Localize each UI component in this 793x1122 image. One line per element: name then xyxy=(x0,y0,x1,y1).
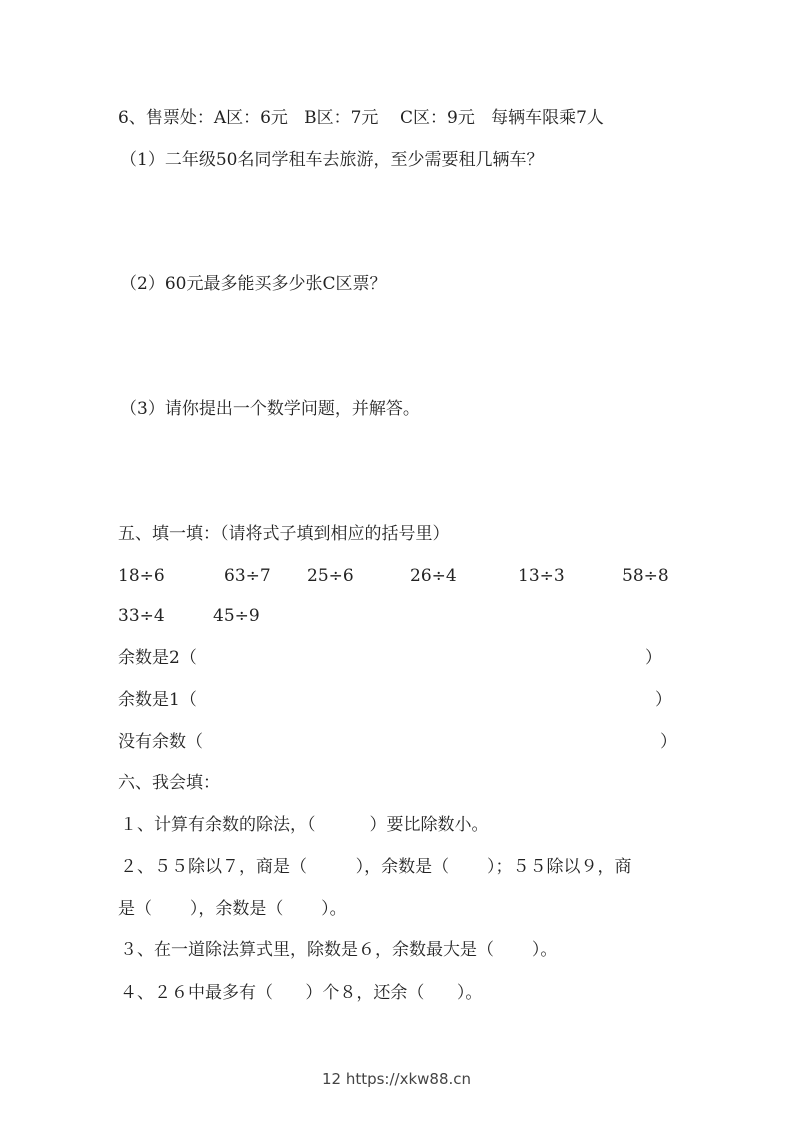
section6-item-2-cont: 是（ ），余数是（ ）。 xyxy=(118,899,347,919)
remainder-2-close: ） xyxy=(645,648,662,668)
expression: 45÷9 xyxy=(213,606,260,626)
section6-heading: 六、我会填： xyxy=(118,773,220,793)
expression: 25÷6 xyxy=(307,566,354,586)
section6-item-4: ４、２６中最多有（ ）个８，还余（ ）。 xyxy=(120,983,483,1003)
q6-title: 6、售票处：A区：6元 B区：7元 C区：9元 每辆车限乘7人 xyxy=(118,108,604,128)
expression: 58÷8 xyxy=(622,566,669,586)
expression: 13÷3 xyxy=(518,566,565,586)
expression: 26÷4 xyxy=(410,566,457,586)
remainder-2-label: 余数是2（ xyxy=(118,648,197,668)
q6-sub3: （3）请你提出一个数学问题，并解答。 xyxy=(120,399,420,419)
expression: 63÷7 xyxy=(224,566,271,586)
section5-heading: 五、填一填：（请将式子填到相应的括号里） xyxy=(118,524,450,544)
no-remainder-close: ） xyxy=(660,732,677,752)
page-footer: 12 https://xkw88.cn xyxy=(321,1070,472,1088)
remainder-1-close: ） xyxy=(655,690,672,710)
section6-item-1: １、计算有余数的除法，（ ）要比除数小。 xyxy=(120,815,489,835)
expression: 18÷6 xyxy=(118,566,165,586)
remainder-1-label: 余数是1（ xyxy=(118,690,197,710)
expression: 33÷4 xyxy=(118,606,165,626)
q6-sub2: （2）60元最多能买多少张C区票？ xyxy=(120,274,387,294)
q6-sub1: （1）二年级50名同学租车去旅游，至少需要租几辆车？ xyxy=(120,150,544,170)
no-remainder-label: 没有余数（ xyxy=(118,732,203,752)
section6-item-2: ２、５５除以７，商是（ ），余数是（ ）；５５除以９，商 xyxy=(120,857,632,877)
section6-item-3: ３、在一道除法算式里，除数是６，余数最大是（ ）。 xyxy=(120,940,558,960)
